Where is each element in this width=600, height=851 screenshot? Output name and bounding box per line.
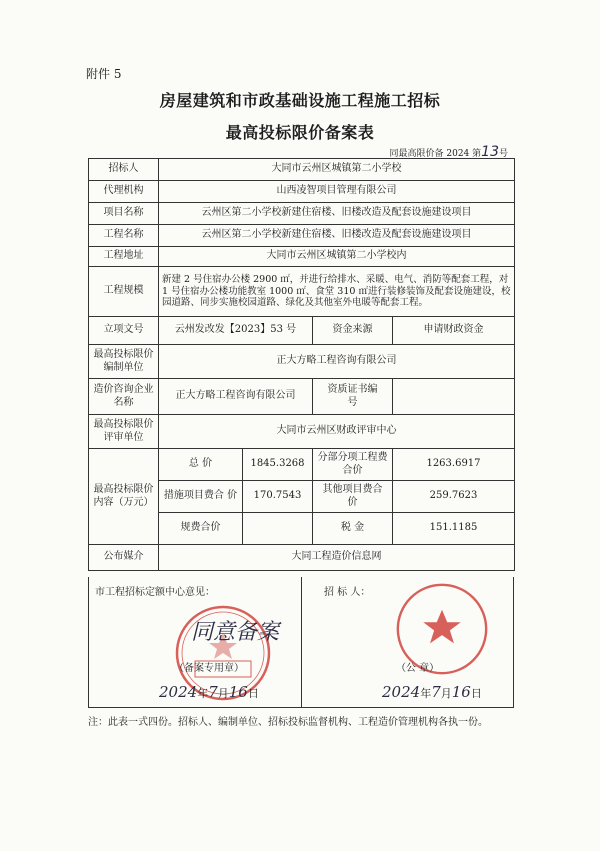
compiler-label: 最高投标限价编制单位 <box>89 345 159 379</box>
other-label: 其他项目费合 价 <box>313 481 393 513</box>
filing-date-day-unit: 日 <box>247 687 259 700</box>
row-review <box>89 415 515 449</box>
cert-label: 资质证书编 号 <box>313 379 393 415</box>
row-scale <box>89 267 515 317</box>
filing-date-year: 2024 <box>159 683 198 701</box>
tenderer-sign-label: 招 标 人： <box>324 587 371 598</box>
total-label: 总 价 <box>159 449 243 481</box>
subitem-value: 1263.6917 <box>393 449 515 481</box>
filing-date-year-unit: 年 <box>197 687 209 700</box>
consult-value: 正大方略工程咨询有限公司 <box>159 379 313 415</box>
review-label: 最高投标限价评审单位 <box>89 415 159 449</box>
tenderer-date-month: 7 <box>431 683 441 701</box>
address-value: 大同市云州区城镇第二小学校内 <box>159 247 515 267</box>
record-number-value: 13 <box>481 144 499 160</box>
compiler-value: 正大方略工程咨询有限公司 <box>159 345 515 379</box>
subitem-label: 分部分项工程费合价 <box>313 449 393 481</box>
row-approval <box>89 317 515 345</box>
total-value: 1845.3268 <box>243 449 313 481</box>
tenderer-date-day-unit: 日 <box>470 687 482 700</box>
tenderer-date-year-unit: 年 <box>420 687 432 700</box>
fund-value: 申请财政资金 <box>393 317 515 345</box>
project-name-value: 云州区第二小学校新建住宿楼、旧楼改造及配套设施建设项目 <box>159 203 515 225</box>
center-opinion-label: 市工程招标定额中心意见： <box>95 587 215 598</box>
agency-label: 代理机构 <box>89 181 159 203</box>
filing-seal-caption: （备案专用章） <box>174 663 244 674</box>
filing-date-month-unit: 月 <box>217 687 229 700</box>
row-agency <box>89 181 515 203</box>
tenderer-date-day: 16 <box>451 683 471 701</box>
measure-label: 措施项目费合 价 <box>159 481 243 513</box>
tax-value: 151.1185 <box>393 513 515 545</box>
fund-label: 资金来源 <box>313 317 393 345</box>
tenderer-date-month-unit: 月 <box>440 687 452 700</box>
tenderer-date-year: 2024 <box>382 683 421 701</box>
row-work-name <box>89 225 515 247</box>
agency-value: 山西凌智项目管理有限公司 <box>159 181 515 203</box>
document-title: 房屋建筑和市政基础设施工程施工招标 <box>159 91 441 110</box>
signature-divider <box>301 577 302 707</box>
work-name-value: 云州区第二小学校新建住宿楼、旧楼改造及配套设施建设项目 <box>159 225 515 247</box>
media-label: 公布媒介 <box>89 545 159 571</box>
row-tenderer <box>89 159 515 181</box>
signature-section <box>88 577 514 708</box>
row-price-1 <box>89 449 515 481</box>
cert-value <box>393 379 515 415</box>
footnote: 注：此表一式四份。招标人、编制单位、招标投标监督机构、工程造价管理机构各执一份。 <box>88 717 488 728</box>
fee-value <box>243 513 313 545</box>
review-value: 大同市云州区财政评审中心 <box>159 415 515 449</box>
approval-value: 云州发改发【2023】53 号 <box>159 317 313 345</box>
fee-label: 规费合价 <box>159 513 243 545</box>
approval-label: 立项文号 <box>89 317 159 345</box>
consult-label: 造价咨询企业名称 <box>89 379 159 415</box>
measure-value: 170.7543 <box>243 481 313 513</box>
price-label: 最高投标限价内容（万元） <box>89 449 159 545</box>
record-number-suffix: 号 <box>498 149 508 159</box>
tax-label: 税 金 <box>313 513 393 545</box>
address-label: 工程地址 <box>89 247 159 267</box>
record-table <box>88 158 515 571</box>
row-project-name <box>89 203 515 225</box>
project-name-label: 项目名称 <box>89 203 159 225</box>
scale-value: 新建 2 号住宿办公楼 2900 ㎡，并进行给排水、采暖、电气、消防等配套工程，对 1 号住宿办公楼功能教室 1000 ㎡、食堂 310 ㎡进行装修装饰及配套设施建设，校园道路、同步实施校园道路、绿化及其他室外电暖等配套工程。 <box>159 267 515 317</box>
attachment-label: 附件 5 <box>86 67 122 81</box>
filing-date-day: 16 <box>228 683 248 701</box>
work-name-label: 工程名称 <box>89 225 159 247</box>
row-media <box>89 545 515 571</box>
tenderer-seal-caption: （公 章） <box>396 663 440 674</box>
row-compiler <box>89 345 515 379</box>
filing-date-month: 7 <box>208 683 218 701</box>
tenderer-date <box>382 683 482 701</box>
media-value: 大同工程造价信息网 <box>159 545 515 571</box>
tenderer-label: 招标人 <box>89 159 159 181</box>
record-number-prefix: 同最高限价备 2024 第 <box>389 149 482 159</box>
document-subtitle: 最高投标限价备案表 <box>225 123 375 142</box>
approve-text: 同意备案 <box>191 620 280 645</box>
other-value: 259.7623 <box>393 481 515 513</box>
row-address <box>89 247 515 267</box>
tenderer-value: 大同市云州区城镇第二小学校 <box>159 159 515 181</box>
filing-date <box>159 683 259 701</box>
row-consult <box>89 379 515 415</box>
scale-label: 工程规模 <box>89 267 159 317</box>
